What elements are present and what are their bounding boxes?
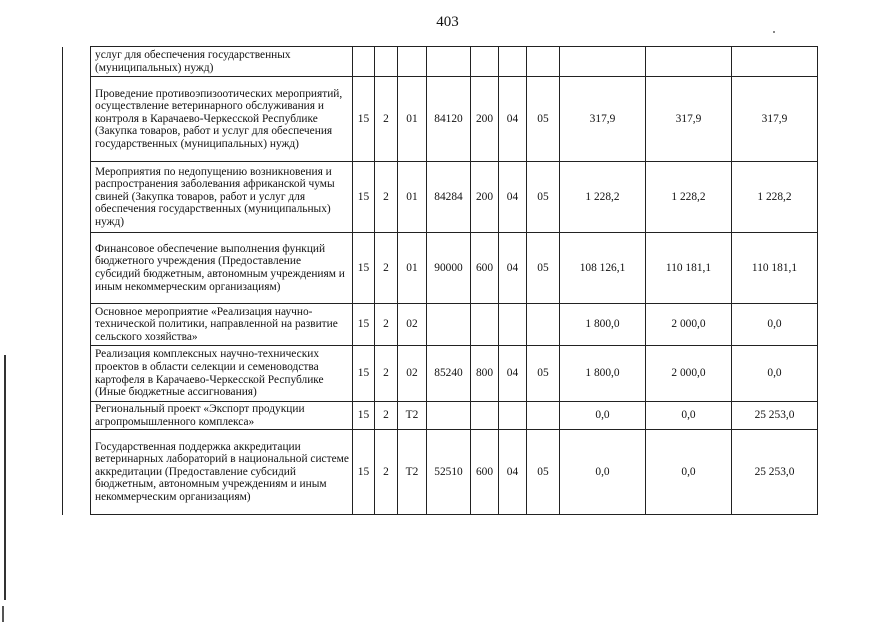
code-cell: 15	[353, 402, 375, 430]
code-cell: 04	[499, 162, 527, 233]
code-cell: 2	[375, 304, 398, 346]
amount-cell: 1 228,2	[646, 162, 732, 233]
code-cell: 800	[471, 346, 499, 402]
table-row	[63, 47, 818, 77]
code-cell: 2	[375, 346, 398, 402]
row-indent-cell	[63, 304, 91, 346]
code-cell: 05	[527, 233, 560, 304]
code-cell: 02	[398, 346, 427, 402]
row-indent-cell	[63, 77, 91, 162]
code-cell: 04	[499, 233, 527, 304]
row-indent-cell	[63, 346, 91, 402]
scan-edge-mark	[2, 606, 4, 622]
row-indent-cell	[63, 47, 91, 77]
row-indent-cell	[63, 402, 91, 430]
code-cell: 84120	[427, 77, 471, 162]
budget-table	[62, 46, 818, 515]
code-cell: 2	[375, 402, 398, 430]
table-row	[63, 430, 818, 515]
code-cell	[527, 304, 560, 346]
amount-cell	[560, 47, 646, 77]
row-name: Государственная поддержка аккредитации ветеринарных лабораторий в национальной системе аккредитации (Предоставление субсидий бюджетным, автономным учреждениям и иным некоммерческим организациям)	[91, 430, 353, 515]
row-indent-cell	[63, 430, 91, 515]
amount-cell: 1 228,2	[732, 162, 818, 233]
amount-cell: 2 000,0	[646, 346, 732, 402]
amount-cell: 0,0	[646, 402, 732, 430]
amount-cell: 1 800,0	[560, 346, 646, 402]
code-cell: 01	[398, 162, 427, 233]
code-cell: 600	[471, 430, 499, 515]
code-cell	[527, 402, 560, 430]
code-cell	[471, 47, 499, 77]
code-cell: 600	[471, 233, 499, 304]
code-cell: 01	[398, 233, 427, 304]
code-cell: 15	[353, 233, 375, 304]
code-cell: 200	[471, 162, 499, 233]
code-cell	[527, 47, 560, 77]
code-cell: 52510	[427, 430, 471, 515]
amount-cell: 25 253,0	[732, 402, 818, 430]
code-cell: 15	[353, 77, 375, 162]
amount-cell: 110 181,1	[732, 233, 818, 304]
row-name: услуг для обеспечения государственных (муниципальных) нужд)	[91, 47, 353, 77]
code-cell: 84284	[427, 162, 471, 233]
amount-cell: 108 126,1	[560, 233, 646, 304]
code-cell: 15	[353, 304, 375, 346]
code-cell	[499, 47, 527, 77]
code-cell: 04	[499, 430, 527, 515]
code-cell: 04	[499, 346, 527, 402]
code-cell	[398, 47, 427, 77]
amount-cell: 25 253,0	[732, 430, 818, 515]
scan-speck	[773, 31, 775, 33]
code-cell: 05	[527, 162, 560, 233]
code-cell: 15	[353, 346, 375, 402]
code-cell: 02	[398, 304, 427, 346]
code-cell	[471, 402, 499, 430]
amount-cell: 0,0	[560, 430, 646, 515]
row-indent-cell	[63, 233, 91, 304]
table-row	[63, 304, 818, 346]
code-cell	[353, 47, 375, 77]
amount-cell	[646, 47, 732, 77]
row-name: Проведение противоэпизоотических мероприятий, осуществление ветеринарного обслуживания и контроля в Карачаево-Черкесской Республике (Закупка товаров, работ и услуг для обеспечения государственных (муниципальных) нужд)	[91, 77, 353, 162]
code-cell	[427, 402, 471, 430]
code-cell: 15	[353, 162, 375, 233]
amount-cell: 1 228,2	[560, 162, 646, 233]
amount-cell: 110 181,1	[646, 233, 732, 304]
code-cell: 05	[527, 346, 560, 402]
table-row	[63, 402, 818, 430]
row-name: Мероприятия по недопущению возникновения и распространения заболевания африканской чумы свиней (Закупка товаров, работ и услуг для обеспечения государственных (муниципальных) нужд)	[91, 162, 353, 233]
amount-cell: 1 800,0	[560, 304, 646, 346]
amount-cell: 0,0	[732, 346, 818, 402]
page-number: 403	[436, 14, 459, 30]
code-cell	[499, 402, 527, 430]
code-cell: 05	[527, 430, 560, 515]
table-row	[63, 77, 818, 162]
amount-cell	[732, 47, 818, 77]
code-cell: 90000	[427, 233, 471, 304]
amount-cell: 0,0	[732, 304, 818, 346]
code-cell	[499, 304, 527, 346]
row-indent-cell	[63, 162, 91, 233]
amount-cell: 0,0	[646, 430, 732, 515]
code-cell: Т2	[398, 430, 427, 515]
table-row	[63, 346, 818, 402]
amount-cell: 317,9	[646, 77, 732, 162]
code-cell: 2	[375, 233, 398, 304]
code-cell: 2	[375, 77, 398, 162]
amount-cell: 317,9	[732, 77, 818, 162]
scan-edge-mark	[4, 355, 6, 600]
amount-cell: 2 000,0	[646, 304, 732, 346]
code-cell: 15	[353, 430, 375, 515]
code-cell: 2	[375, 162, 398, 233]
row-name: Основное мероприятие «Реализация научно-технической политики, направленной на развитие сельского хозяйства»	[91, 304, 353, 346]
row-name: Реализация комплексных научно-технических проектов в области селекции и семеноводства картофеля в Карачаево-Черкесской Республике (Иные бюджетные ассигнования)	[91, 346, 353, 402]
row-name: Финансовое обеспечение выполнения функций бюджетного учреждения (Предоставление субсидий бюджетным, автономным учреждениям и иным некоммерческим организациям)	[91, 233, 353, 304]
amount-cell: 0,0	[560, 402, 646, 430]
code-cell: 04	[499, 77, 527, 162]
row-name: Региональный проект «Экспорт продукции агропромышленного комплекса»	[91, 402, 353, 430]
code-cell	[427, 304, 471, 346]
table-row	[63, 162, 818, 233]
code-cell: 85240	[427, 346, 471, 402]
code-cell: 2	[375, 430, 398, 515]
code-cell: 200	[471, 77, 499, 162]
code-cell: Т2	[398, 402, 427, 430]
code-cell: 01	[398, 77, 427, 162]
code-cell	[471, 304, 499, 346]
code-cell	[427, 47, 471, 77]
code-cell	[375, 47, 398, 77]
code-cell: 05	[527, 77, 560, 162]
table-row	[63, 233, 818, 304]
amount-cell: 317,9	[560, 77, 646, 162]
